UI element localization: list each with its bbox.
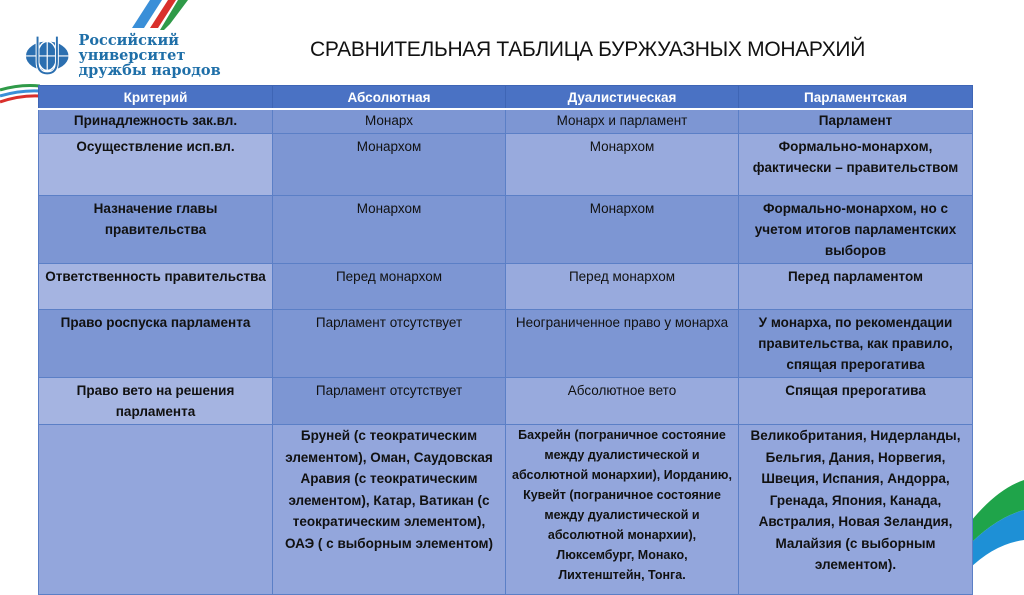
column-header-criterion: Критерий	[39, 86, 273, 110]
table-row	[39, 134, 973, 196]
dualistic-cell: Абсолютное вето	[506, 378, 739, 425]
column-header-absolute: Абсолютная	[273, 86, 506, 110]
ribbon-decoration-bottom-right	[964, 470, 1024, 574]
table-row-examples	[39, 425, 973, 595]
dualistic-cell: Монарх и парламент	[506, 109, 739, 134]
globe-logo-icon	[24, 32, 70, 78]
parliamentary-cell: Формально-монархом, фактически – правительством	[739, 134, 973, 196]
column-header-dualistic: Дуалистическая	[506, 86, 739, 110]
page-title: СРАВНИТЕЛЬНАЯ ТАБЛИЦА БУРЖУАЗНЫХ МОНАРХИЙ	[310, 38, 865, 61]
dualistic-examples-cell: Бахрейн (пограничное состояние между дуалистической и абсолютной монархии), Иорданию, Кувейт (пограничное состояние между дуалистической и абсолютной монархии), Люксембург, Монако, Лихтенштейн, Тонга.	[506, 425, 739, 595]
parliamentary-cell: Парламент	[739, 109, 973, 134]
flag-stripes-decoration	[122, 0, 192, 30]
university-logo	[24, 32, 284, 78]
absolute-cell: Перед монархом	[273, 264, 506, 310]
dualistic-cell: Неограниченное право у монарха	[506, 310, 739, 378]
criterion-cell: Принадлежность зак.вл.	[39, 109, 273, 134]
dualistic-cell: Перед монархом	[506, 264, 739, 310]
criterion-cell: Ответственность правительства	[39, 264, 273, 310]
absolute-cell: Монархом	[273, 196, 506, 264]
column-header-parliamentary: Парламентская	[739, 86, 973, 110]
comparison-table	[38, 85, 973, 595]
table-row	[39, 109, 973, 134]
dualistic-cell: Монархом	[506, 134, 739, 196]
absolute-examples-cell: Бруней (с теократическим элементом), Оман, Саудовская Аравия (с теократическим элементом), Катар, Ватикан (с теократическим элементом), ОАЭ ( с выборным элементом)	[273, 425, 506, 595]
parliamentary-cell: У монарха, по рекомендации правительства, как правило, спящая прерогатива	[739, 310, 973, 378]
parliamentary-cell: Спящая прерогатива	[739, 378, 973, 425]
absolute-cell: Парламент отсутствует	[273, 378, 506, 425]
logo-line-2: дружбы народов	[78, 61, 221, 79]
table-row	[39, 196, 973, 264]
absolute-cell: Монархом	[273, 134, 506, 196]
table-row	[39, 310, 973, 378]
parliamentary-cell: Перед парламентом	[739, 264, 973, 310]
logo-line-1: Российский университет	[78, 31, 186, 64]
absolute-cell: Монарх	[273, 109, 506, 134]
dualistic-cell: Монархом	[506, 196, 739, 264]
table-header-row	[39, 86, 973, 110]
ribbon-decoration-left	[0, 82, 40, 112]
parliamentary-cell: Формально-монархом, но с учетом итогов парламентских выборов	[739, 196, 973, 264]
parliamentary-examples-cell: Великобритания, Нидерланды, Бельгия, Дания, Норвегия, Швеция, Испания, Андорра, Гренада, Япония, Канада, Австралия, Новая Зеландия, Малайзия (с выборным элементом).	[739, 425, 973, 595]
table-row	[39, 378, 973, 425]
criterion-cell: Осуществление исп.вл.	[39, 134, 273, 196]
criterion-cell: Назначение главы правительства	[39, 196, 273, 264]
table-row	[39, 264, 973, 310]
absolute-cell: Парламент отсутствует	[273, 310, 506, 378]
criterion-cell	[39, 425, 273, 595]
criterion-cell: Право роспуска парламента	[39, 310, 273, 378]
criterion-cell: Право вето на решения парламента	[39, 378, 273, 425]
